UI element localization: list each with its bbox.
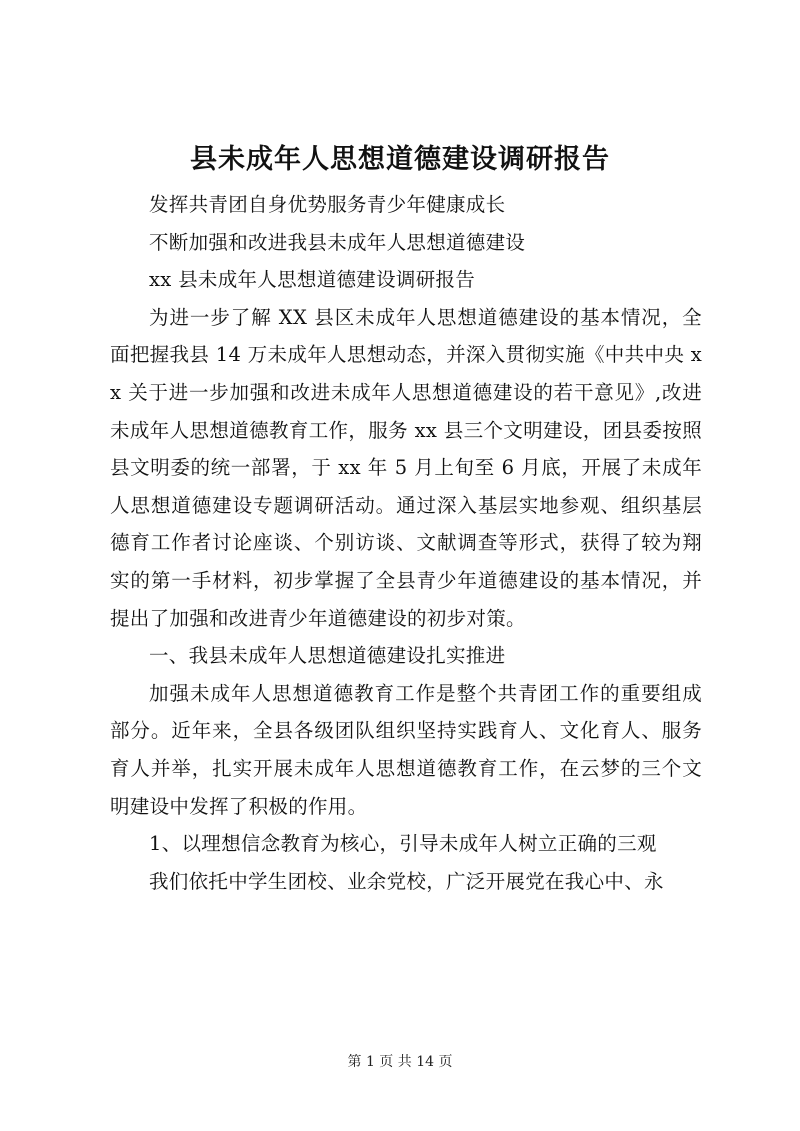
subtitle-line-2: 不断加强和改进我县未成年人思想道德建设: [149, 230, 526, 254]
section-paragraph-1: 加强未成年人思想道德教育工作是整个共青团工作的重要组成部分。近年来，全县各级团队组织坚持实践育人、文化育人、服务育人并举，扎实开展未成年人思想道德教育工作，在云梦的三个文明建设中发挥了积极的作用。: [110, 681, 702, 818]
subsection-heading-1: 1、以理想信念教育为核心，引导未成年人树立正确的三观: [149, 832, 657, 856]
subtitle-line-3: xx 县未成年人思想道德建设调研报告: [149, 268, 476, 292]
intro-paragraph: 为进一步了解 XX 县区未成年人思想道德建设的基本情况，全面把握我县 14 万未成年人思想动态，并深入贯彻实施《中共中央 xx 关于进一步加强和改进未成年人思想道德建设的若干意见》,改进未成年人思想道德教育工作，服务 xx 县三个文明建设，团县委按照县文明委的统一部署，于 xx 年 5 月上旬至 6 月底，开展了未成年人思想道德建设专题调研活动。通过深入基层实地参观、组织基层德育工作者讨论座谈、个别访谈、文献调查等形式，获得了较为翔实的第一手材料，初步掌握了全县青少年道德建设的基本情况，并提出了加强和改进青少年道德建设的初步对策。: [110, 305, 702, 630]
subtitle-line-1: 发挥共青团自身优势服务青少年健康成长: [149, 193, 506, 216]
subsection-paragraph-1: 我们依托中学生团校、业余党校，广泛开展党在我心中、永: [149, 869, 664, 893]
section-heading-1: 一、我县未成年人思想道德建设扎实推进: [149, 644, 506, 668]
document-title: 县未成年人思想道德建设调研报告: [190, 144, 610, 175]
page-number-footer: 第 1 页 共 14 页: [347, 1054, 453, 1070]
document-body: [110, 186, 702, 900]
